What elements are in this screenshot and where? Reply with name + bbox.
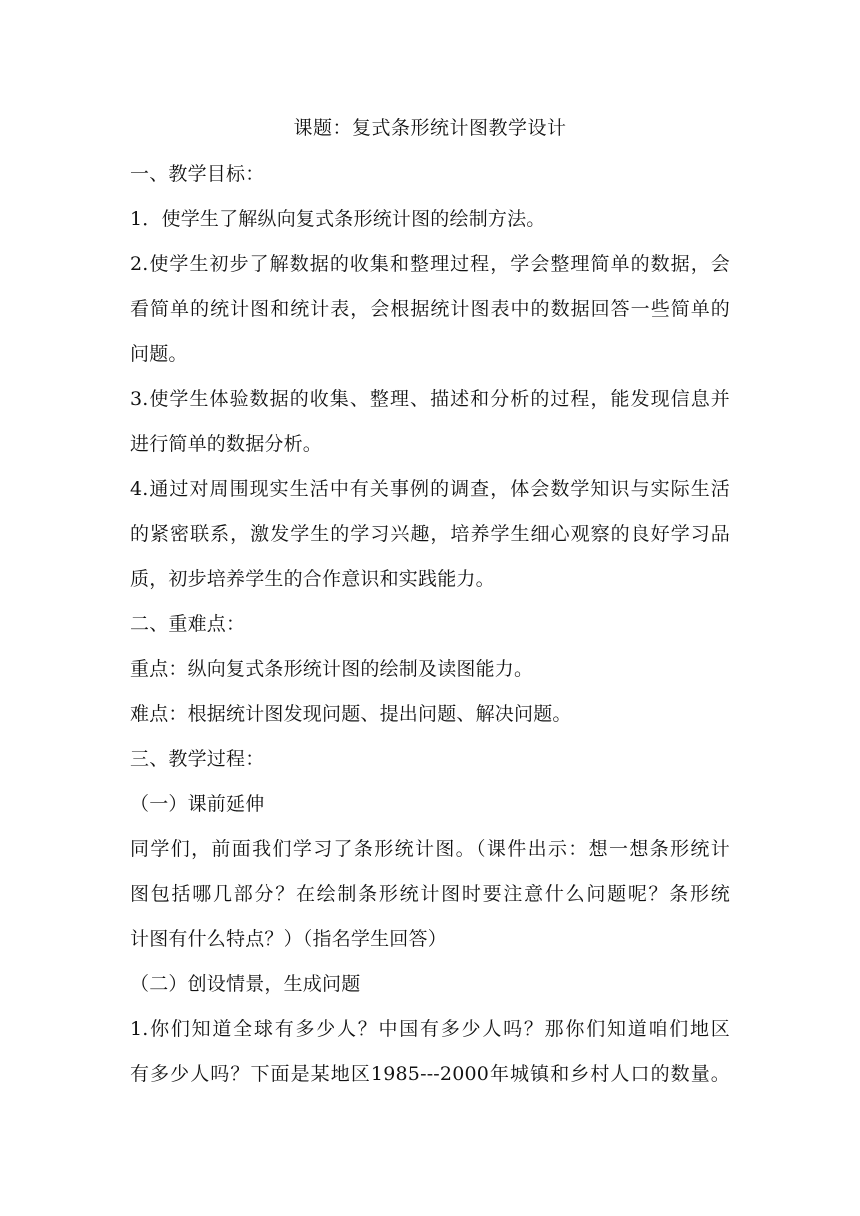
section-heading-process: 三、教学过程：: [130, 748, 265, 770]
objective-2-line-1: 2.使学生初步了解数据的收集和整理过程，学会整理简单的数据，会: [130, 253, 730, 275]
objective-4-line-3: 质，初步培养学生的合作意识和实践能力。: [130, 568, 495, 590]
paragraph-1-line-3: 计图有什么特点？）（指名学生回答）: [130, 928, 447, 950]
subsection-heading-2: （二）创设情景，生成问题: [130, 973, 361, 995]
objective-3-line-2: 进行简单的数据分析。: [130, 433, 323, 455]
section-heading-key-points: 二、重难点：: [130, 613, 246, 635]
document-title: 课题：复式条形统计图教学设计: [293, 117, 567, 139]
section-heading-objectives: 一、教学目标：: [130, 163, 265, 185]
paragraph-2-line-2: 有多少人吗？下面是某地区1985---2000年城镇和乡村人口的数量。: [130, 1063, 730, 1085]
objective-2-line-2: 看简单的统计图和统计表，会根据统计图表中的数据回答一些简单的: [130, 298, 730, 320]
subsection-heading-1: （一）课前延伸: [130, 793, 265, 815]
objective-3-line-1: 3.使学生体验数据的收集、整理、描述和分析的过程，能发现信息并: [130, 388, 730, 410]
paragraph-2-line-1: 1.你们知道全球有多少人？中国有多少人吗？那你们知道咱们地区: [130, 1018, 730, 1040]
objective-1: 1．使学生了解纵向复式条形统计图的绘制方法。: [130, 208, 546, 230]
key-point: 重点：纵向复式条形统计图的绘制及读图能力。: [130, 658, 534, 680]
difficult-point: 难点：根据统计图发现问题、提出问题、解决问题。: [130, 703, 572, 725]
objective-2-line-3: 问题。: [130, 343, 188, 365]
objective-4-line-2: 的紧密联系，激发学生的学习兴趣，培养学生细心观察的良好学习品: [130, 523, 730, 545]
paragraph-1-line-2: 图包括哪几部分？在绘制条形统计图时要注意什么问题呢？条形统: [130, 883, 730, 905]
objective-4-line-1: 4.通过对周围现实生活中有关事例的调查，体会数学知识与实际生活: [130, 478, 730, 500]
paragraph-1-line-1: 同学们，前面我们学习了条形统计图。（课件出示：想一想条形统计: [130, 838, 730, 860]
